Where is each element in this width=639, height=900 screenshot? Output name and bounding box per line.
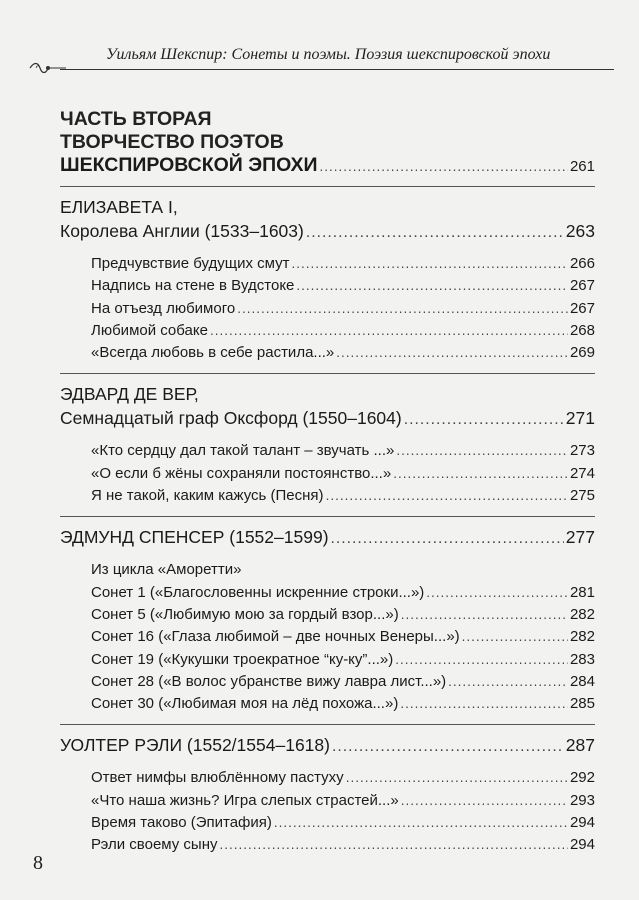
page-ref: 285 bbox=[569, 695, 595, 713]
toc-entry[interactable] bbox=[91, 253, 595, 275]
part-title-line-1: ЧАСТЬ ВТОРАЯ bbox=[60, 108, 212, 130]
leader-dots bbox=[274, 812, 568, 834]
page-ref: 263 bbox=[565, 221, 595, 241]
leader-dots bbox=[210, 320, 568, 342]
toc-entry[interactable] bbox=[91, 812, 595, 834]
toc-entry[interactable] bbox=[91, 790, 595, 812]
toc-entry[interactable] bbox=[91, 604, 595, 626]
leader-dots bbox=[448, 671, 568, 693]
entry-title: Надпись на стене в Вудстоке bbox=[91, 277, 295, 295]
leader-dots bbox=[320, 159, 568, 174]
poem-list bbox=[91, 767, 595, 856]
toc-section bbox=[60, 195, 595, 364]
author-name: УОЛТЕР РЭЛИ (1552/1554–1618) bbox=[60, 735, 330, 756]
entry-title: «О если б жёны сохраняли постоянство...» bbox=[91, 464, 392, 482]
toc-entry[interactable] bbox=[91, 320, 595, 342]
toc-entry[interactable] bbox=[91, 626, 595, 648]
section-divider bbox=[60, 516, 595, 517]
part-heading bbox=[60, 108, 595, 177]
page-ref: 273 bbox=[569, 442, 595, 460]
author-name: ЕЛИЗАВЕТА I, bbox=[60, 197, 178, 217]
leader-dots bbox=[336, 342, 568, 364]
part-title-line-3[interactable] bbox=[60, 154, 595, 177]
leader-dots bbox=[292, 253, 568, 275]
page-ref: 261 bbox=[569, 158, 595, 175]
entry-title: Я не такой, каким кажусь (Песня) bbox=[91, 487, 324, 505]
leader-dots bbox=[296, 275, 568, 297]
toc-entry[interactable] bbox=[91, 649, 595, 671]
entry-title: Время таково (Эпитафия) bbox=[91, 814, 272, 832]
poem-list bbox=[91, 253, 595, 364]
page-ref: 292 bbox=[569, 769, 595, 787]
author-subtitle: Королева Англии (1533–1603) bbox=[60, 221, 304, 241]
poem-list bbox=[91, 559, 595, 715]
toc-section bbox=[60, 525, 595, 715]
entry-title: Сонет 1 («Благословенны искренние строки...») bbox=[91, 583, 425, 601]
entry-title: Ответ нимфы влюблённому пастуху bbox=[91, 769, 344, 787]
toc-section bbox=[60, 382, 595, 507]
toc-entry[interactable] bbox=[91, 463, 595, 485]
leader-dots bbox=[220, 834, 568, 856]
entry-title: «Кто сердцу дал такой талант – звучать ...» bbox=[91, 442, 395, 460]
entry-title: Рэли своему сыну bbox=[91, 836, 218, 854]
part-title-last-line: ШЕКСПИРОВСКОЙ ЭПОХИ bbox=[60, 154, 318, 176]
section-divider bbox=[60, 186, 595, 187]
page-ref: 282 bbox=[569, 628, 595, 646]
page-ref: 267 bbox=[569, 299, 595, 317]
entry-title: Сонет 5 («Любимую мою за гордый взор...») bbox=[91, 605, 399, 623]
entry-title: Любимой собаке bbox=[91, 321, 208, 339]
toc-entry[interactable] bbox=[91, 767, 595, 789]
toc-entry[interactable] bbox=[91, 693, 595, 715]
entry-title: Из цикла «Аморетти» bbox=[91, 561, 242, 579]
leader-dots bbox=[404, 408, 564, 432]
leader-dots bbox=[237, 298, 568, 320]
toc-entry[interactable] bbox=[91, 440, 595, 462]
section-divider bbox=[60, 724, 595, 725]
leader-dots bbox=[393, 463, 568, 485]
part-title-line-2: ТВОРЧЕСТВО ПОЭТОВ bbox=[60, 131, 284, 153]
leader-dots bbox=[401, 790, 568, 812]
entry-title: «Что наша жизнь? Игра слепых страстей...» bbox=[91, 791, 399, 809]
page-ref: 287 bbox=[565, 735, 595, 756]
author-name: ЭДВАРД ДЕ ВЕР, bbox=[60, 384, 199, 405]
entry-title: Предчувствие будущих смут bbox=[91, 255, 290, 272]
toc-entry-author[interactable] bbox=[60, 219, 595, 245]
leader-dots bbox=[332, 735, 564, 759]
entry-title: Сонет 28 («В волос убранстве вижу лавра лист...») bbox=[91, 672, 447, 690]
leader-dots bbox=[396, 440, 568, 462]
page-ref: 266 bbox=[569, 255, 595, 272]
toc-entry[interactable] bbox=[91, 298, 595, 320]
page-ref: 282 bbox=[569, 605, 595, 623]
author-name: ЭДМУНД СПЕНСЕР (1552–1599) bbox=[60, 527, 329, 548]
leader-dots bbox=[346, 767, 568, 789]
toc-entry[interactable] bbox=[91, 834, 595, 856]
leader-dots bbox=[306, 221, 564, 245]
page-ref: 269 bbox=[569, 344, 595, 362]
page-ref: 283 bbox=[569, 650, 595, 668]
author-subtitle: Семнадцатый граф Оксфорд (1550–1604) bbox=[60, 408, 402, 429]
page-ref: 277 bbox=[565, 527, 595, 548]
toc-section bbox=[60, 733, 595, 856]
page-ref: 268 bbox=[569, 321, 595, 339]
poem-list bbox=[91, 440, 595, 507]
entry-title: «Всегда любовь в себе растила...» bbox=[91, 344, 335, 362]
toc-entry-author[interactable] bbox=[60, 406, 595, 432]
leader-dots bbox=[395, 649, 568, 671]
page-ref: 294 bbox=[569, 836, 595, 854]
page-ref: 293 bbox=[569, 791, 595, 809]
header-rule bbox=[60, 69, 614, 70]
page-ref: 284 bbox=[569, 672, 595, 690]
entry-title: Сонет 30 («Любимая моя на лёд похожа...») bbox=[91, 695, 399, 713]
leader-dots bbox=[401, 604, 568, 626]
running-header bbox=[24, 40, 614, 80]
toc-entry[interactable] bbox=[91, 485, 595, 507]
leader-dots bbox=[400, 693, 568, 715]
ornament-icon bbox=[28, 58, 68, 78]
page-number: 8 bbox=[33, 852, 43, 874]
toc-entry[interactable] bbox=[91, 342, 595, 364]
cycle-title bbox=[91, 559, 595, 581]
page-ref: 271 bbox=[565, 408, 595, 429]
toc-entry-author[interactable] bbox=[60, 733, 595, 759]
toc-entry[interactable] bbox=[91, 671, 595, 693]
leader-dots bbox=[462, 626, 568, 648]
entry-title: Сонет 16 («Глаза любимой – две ночных Венеры...») bbox=[91, 628, 460, 646]
running-header-title: Уильям Шекспир: Сонеты и поэмы. Поэзия шекспировской эпохи bbox=[106, 46, 551, 63]
table-of-contents bbox=[60, 108, 595, 857]
leader-dots bbox=[331, 527, 564, 551]
entry-title: На отъезд любимого bbox=[91, 299, 236, 317]
toc-entry-author[interactable] bbox=[60, 525, 595, 551]
page-ref: 281 bbox=[569, 583, 595, 601]
toc-entry[interactable] bbox=[91, 275, 595, 297]
entry-title: Сонет 19 («Кукушки троекратное “ку-ку”...») bbox=[91, 650, 394, 668]
leader-dots bbox=[326, 485, 568, 507]
section-divider bbox=[60, 373, 595, 374]
page-ref: 275 bbox=[569, 487, 595, 505]
leader-dots bbox=[426, 582, 568, 604]
page-ref: 274 bbox=[569, 464, 595, 482]
toc-entry[interactable] bbox=[91, 582, 595, 604]
page-ref: 267 bbox=[569, 277, 595, 295]
page-ref: 294 bbox=[569, 814, 595, 832]
